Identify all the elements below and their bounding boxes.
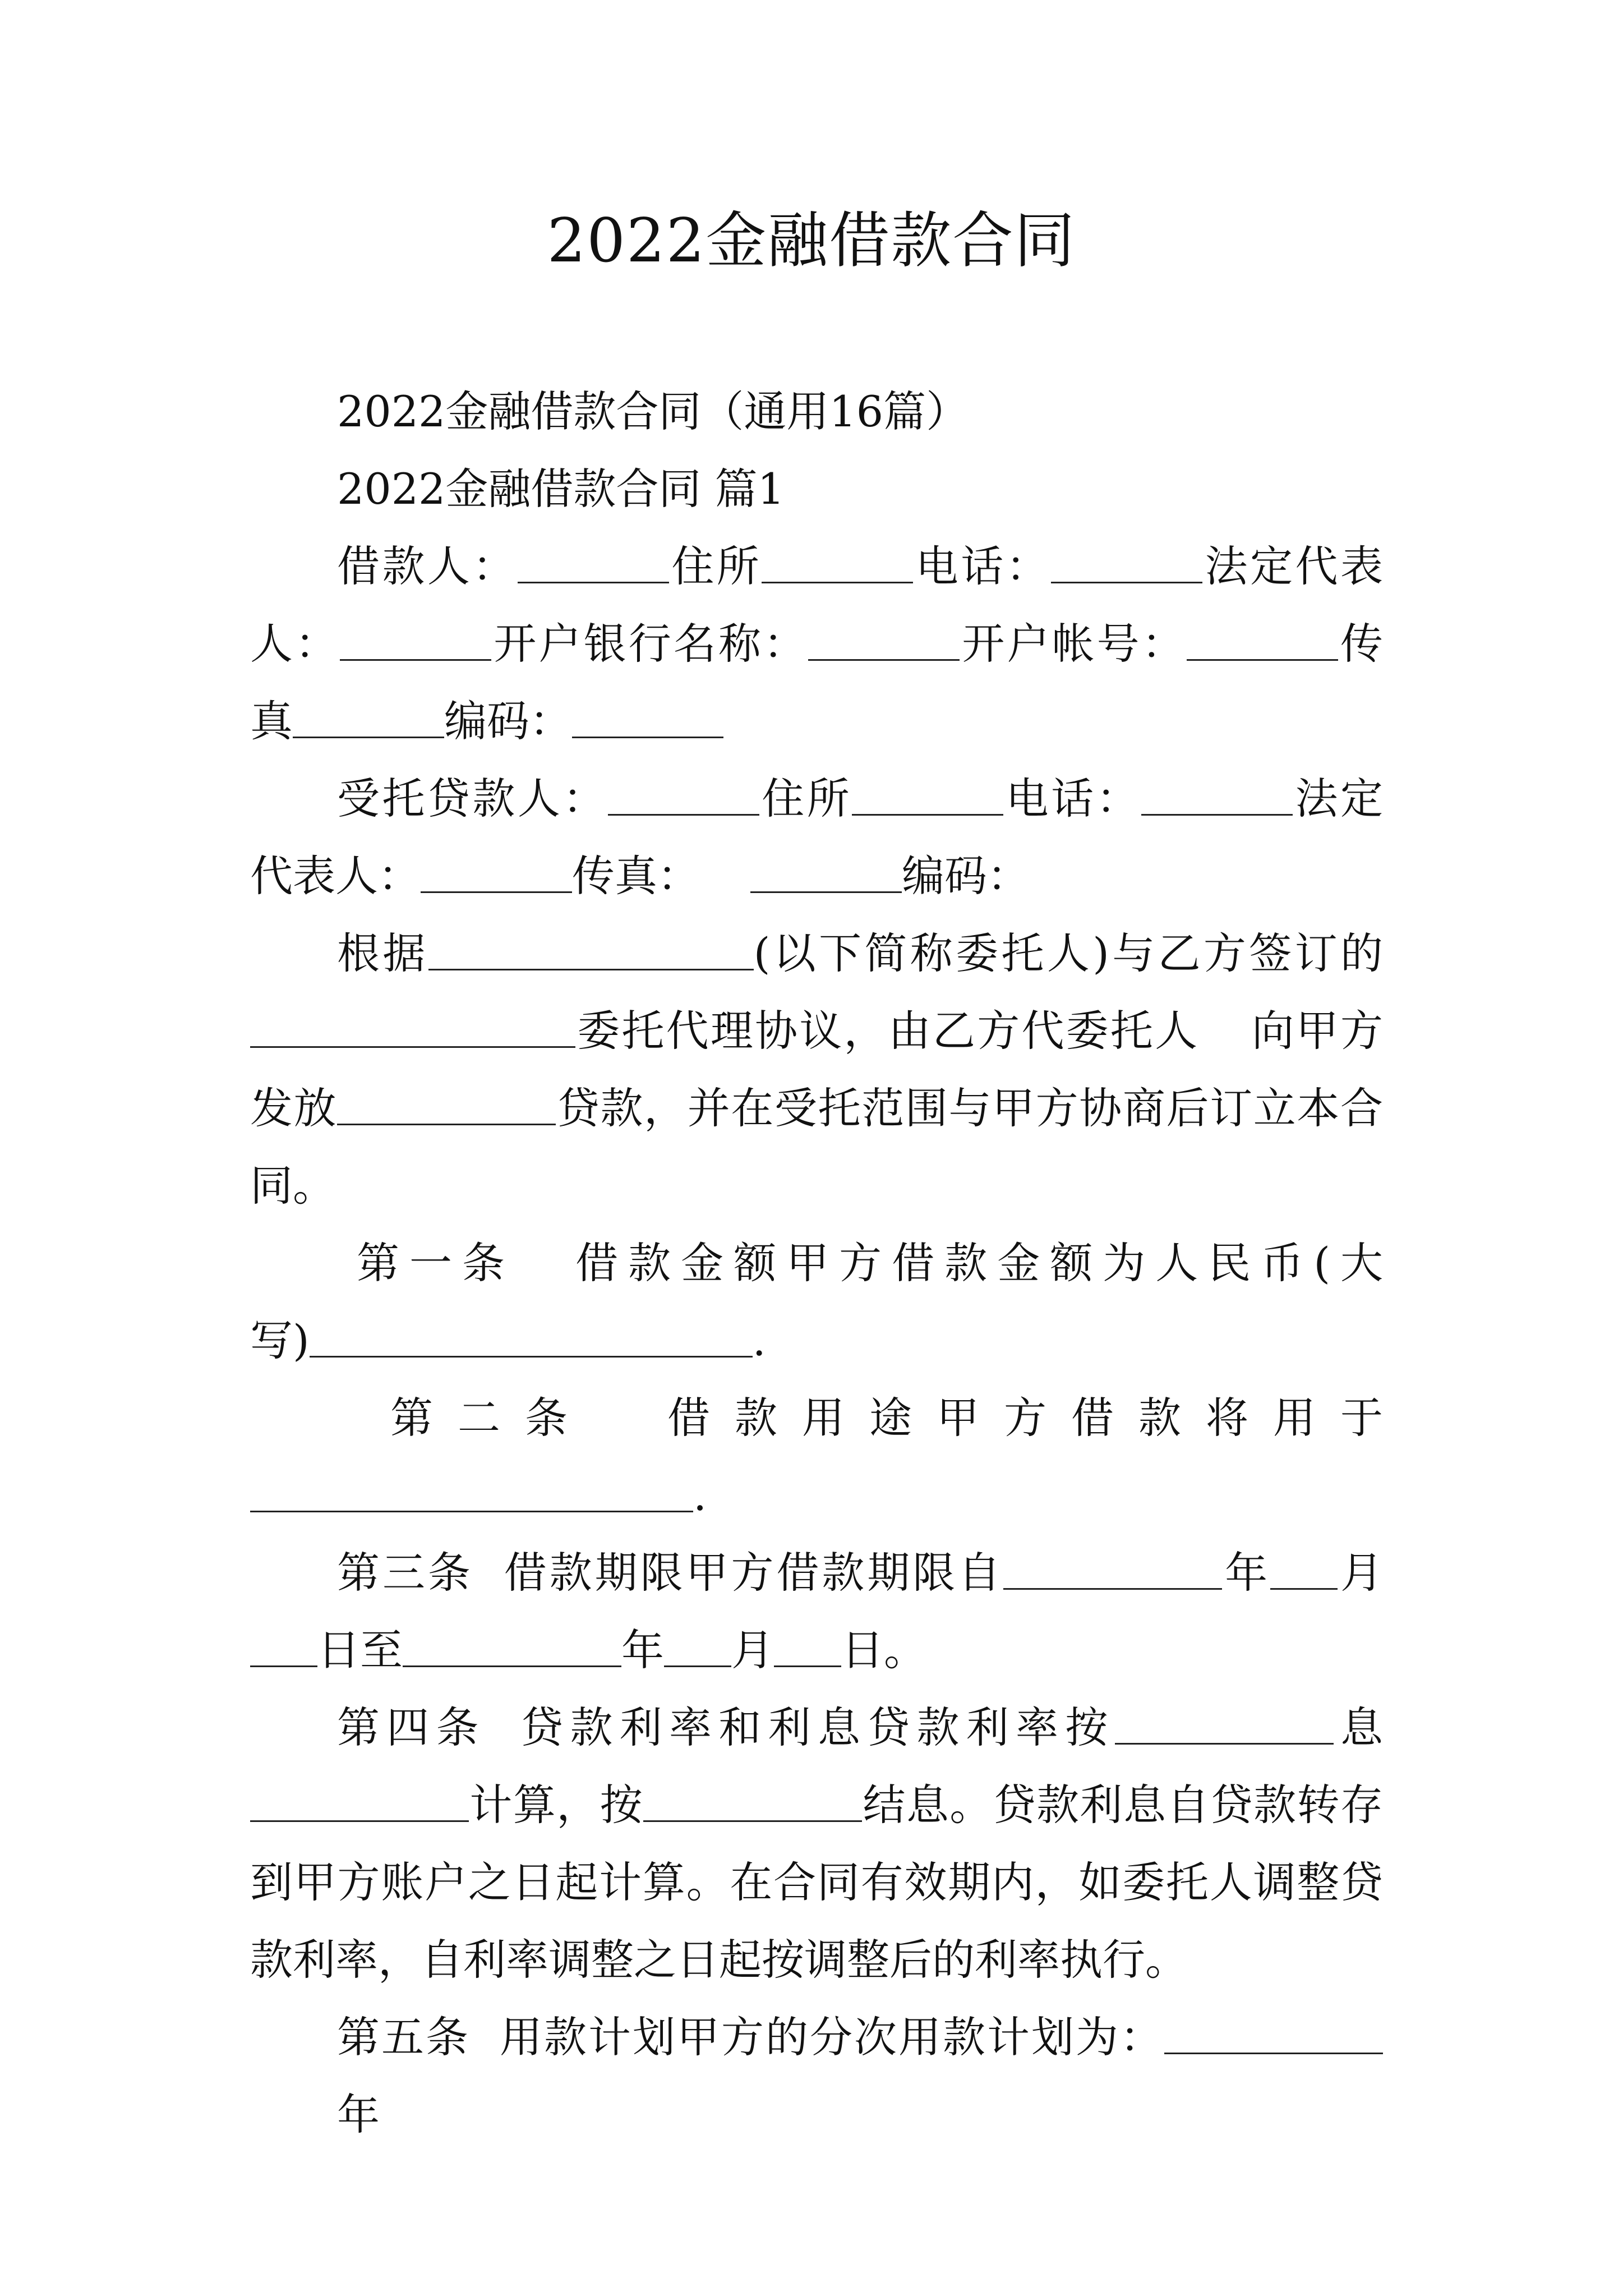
blank-field <box>808 620 960 660</box>
fax-label: 传真： <box>572 851 700 901</box>
blank-field <box>421 853 572 892</box>
text-run: 年 <box>337 2090 380 2139</box>
blank-field <box>403 1627 621 1667</box>
blank-field <box>1270 1549 1338 1589</box>
blank-field <box>664 1627 731 1667</box>
code-label: 编码： <box>902 851 1030 901</box>
document-body <box>250 373 1384 2139</box>
text-run: 日至 <box>317 1625 403 1675</box>
blank-field <box>250 1627 317 1667</box>
blank-field <box>643 1782 862 1821</box>
blank-field <box>1051 543 1202 583</box>
article-number: 第五条 <box>337 2012 470 2062</box>
article-4-line-1 <box>250 1689 1383 1766</box>
text-run: (以下简称委托人)与乙方签订的 <box>753 928 1383 978</box>
text-run: 人： <box>250 619 340 669</box>
text-run: 贷款利率和利息贷款利率按 <box>513 1703 1115 1752</box>
article-4-line-4: 款利率，自利率调整之日起按调整后的利率执行。 <box>250 1935 1188 1985</box>
basis-line-3 <box>250 1070 1383 1147</box>
blank-field <box>1003 1549 1222 1589</box>
text-run: 日。 <box>841 1625 926 1675</box>
section-heading: 2022金融借款合同 篇1 <box>337 464 785 514</box>
article-4-line-2 <box>250 1766 1383 1844</box>
text-run: 用款计划甲方的分次用款计划为： <box>498 2012 1164 2062</box>
text-run: 息 <box>1333 1703 1384 1752</box>
basis-line-2 <box>250 992 1383 1070</box>
text-run: 月 <box>1338 1548 1384 1598</box>
code-label: 编码： <box>444 696 572 746</box>
blank-field <box>310 1317 753 1357</box>
phone-label: 电话： <box>913 541 1052 591</box>
bank-name-label: 开户银行名称： <box>491 619 809 669</box>
text-run: 贷款，并在受托范围与甲方协商后订立本合 <box>556 1083 1384 1133</box>
basis-line-1 <box>250 915 1383 992</box>
article-3-line-2 <box>250 1612 1383 1689</box>
address-label: 住所 <box>759 774 852 823</box>
blank-field <box>340 620 491 660</box>
legal-label: 法定 <box>1293 774 1384 823</box>
article-1-line-1 <box>250 1225 1383 1302</box>
text-run: 月 <box>731 1625 774 1675</box>
borrower-line-2 <box>250 605 1383 683</box>
lender-line-1 <box>250 760 1383 838</box>
article-3-line-1 <box>250 1534 1383 1612</box>
blank-field <box>762 543 913 583</box>
article-1-line-2 <box>250 1302 1383 1379</box>
text-run: 借款期限甲方借款期限自 <box>501 1548 1004 1598</box>
blank-field <box>518 543 669 583</box>
blank-field <box>608 775 759 815</box>
text-run: 根据 <box>337 928 428 978</box>
article-2-line-2 <box>250 1457 1383 1534</box>
blank-field <box>337 1085 556 1125</box>
borrower-line-3 <box>250 683 1383 760</box>
blank-field <box>572 698 723 738</box>
blank-field <box>1187 620 1338 660</box>
article-2-line-1 <box>250 1379 1383 1457</box>
text-run: 年 <box>621 1625 664 1675</box>
legal-rep-label: 代表人： <box>250 851 421 901</box>
text-run: 写) <box>250 1315 310 1365</box>
borrower-line-1 <box>250 528 1383 605</box>
borrower-label: 借款人： <box>337 541 518 591</box>
text-run: 结息。贷款利息自贷款转存 <box>862 1780 1384 1830</box>
phone-label: 电话： <box>1003 774 1142 823</box>
article-number: 第二条 <box>390 1393 592 1443</box>
blank-field <box>428 930 754 970</box>
text-run: 委托代理协议，由乙方代委托人 <box>575 1006 1200 1056</box>
article-number: 第四条 <box>337 1703 486 1752</box>
article-number: 第一条 <box>357 1238 515 1288</box>
document-title: 2022金融借款合同 <box>547 206 1076 276</box>
blank-field <box>1141 775 1293 815</box>
text-run: . <box>693 1470 707 1520</box>
text-run: 向甲方 <box>1249 1006 1384 1056</box>
fax-label: 真 <box>250 696 293 746</box>
blank-field <box>774 1627 841 1667</box>
address-label: 住所 <box>668 541 762 591</box>
article-5-line-1 <box>250 1999 1383 2139</box>
text-run: 年 <box>1222 1548 1271 1598</box>
account-label: 开户帐号： <box>960 619 1187 669</box>
blank-field <box>293 698 444 738</box>
text-run: 借款金额甲方借款金额为人民币(大 <box>565 1238 1384 1288</box>
article-4-line-3: 到甲方账户之日起计算。在合同有效期内，如委托人调整贷 <box>250 1857 1383 1907</box>
basis-line-4: 同。 <box>250 1161 335 1211</box>
lender-line-2 <box>250 838 1383 915</box>
text-run: 发放 <box>250 1083 338 1133</box>
blank-field <box>750 853 902 892</box>
subtitle: 2022金融借款合同（通用16篇） <box>337 386 969 436</box>
legal-rep-label: 法定代表 <box>1202 541 1384 591</box>
article-number: 第三条 <box>337 1548 473 1598</box>
text-run: 传 <box>1338 619 1384 669</box>
blank-field <box>1115 1704 1334 1744</box>
blank-field <box>852 775 1003 815</box>
blank-field <box>250 1782 469 1821</box>
lender-label: 受托贷款人： <box>337 774 608 823</box>
text-run: 计算，按 <box>469 1780 644 1830</box>
text-run: 借款用途甲方借款将用于 <box>643 1393 1383 1443</box>
blank-field <box>1164 2014 1383 2054</box>
text-run: . <box>752 1315 766 1365</box>
blank-field <box>250 1472 693 1512</box>
blank-field <box>250 1007 575 1047</box>
